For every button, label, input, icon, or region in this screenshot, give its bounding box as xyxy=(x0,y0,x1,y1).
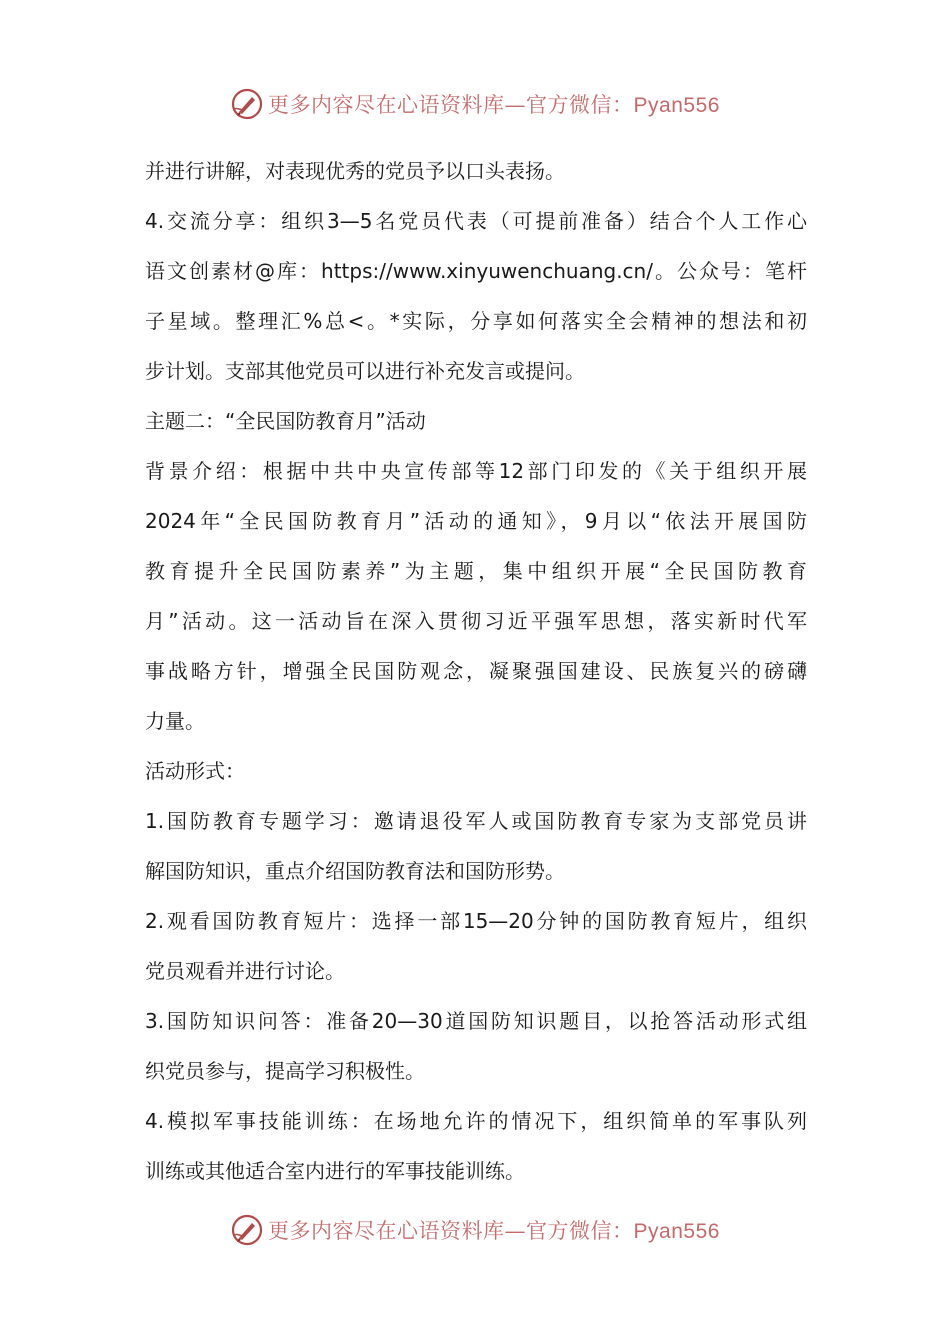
body-line: 教育提升全民国防素养”为主题，集中组织开展“全民国防教育 xyxy=(145,559,807,583)
pen-logo-icon xyxy=(230,87,264,121)
body-line: 步计划。支部其他党员可以进行补充发言或提问。 xyxy=(145,359,585,383)
header-watermark-text: 更多内容尽在心语资料库—官方微信：Pyan556 xyxy=(268,93,720,117)
body-line: 事战略方针，增强全民国防观念，凝聚强国建设、民族复兴的磅礴 xyxy=(145,659,807,683)
body-line: 力量。 xyxy=(145,709,205,733)
body-line: 1.国防教育专题学习：邀请退役军人或国防教育专家为支部党员讲 xyxy=(145,809,807,833)
footer-wechat-id: Pyan556 xyxy=(633,1220,720,1243)
pen-logo-icon xyxy=(230,1213,264,1247)
header-watermark xyxy=(0,82,950,126)
section-heading: 主题二：“全民国防教育月”活动 xyxy=(145,409,426,433)
body-line: 党员观看并进行讨论。 xyxy=(145,959,345,983)
section-label: 活动形式： xyxy=(145,759,245,783)
header-wechat-id: Pyan556 xyxy=(633,94,720,117)
footer-watermark-text: 更多内容尽在心语资料库—官方微信：Pyan556 xyxy=(268,1219,720,1243)
body-line: 语文创素材@库：https://www.xinyuwenchuang.cn/。公众号：笔杆 xyxy=(145,259,807,283)
body-line: 4.模拟军事技能训练：在场地允许的情况下，组织简单的军事队列 xyxy=(145,1109,807,1133)
document-body xyxy=(145,146,807,1196)
body-line: 3.国防知识问答：准备20—30道国防知识题目，以抢答活动形式组 xyxy=(145,1009,807,1033)
body-line: 训练或其他适合室内进行的军事技能训练。 xyxy=(145,1159,525,1183)
body-line: 2024年“全民国防教育月”活动的通知》，9月以“依法开展国防 xyxy=(145,509,807,533)
body-line: 背景介绍：根据中共中央宣传部等12部门印发的《关于组织开展 xyxy=(145,459,807,483)
body-line: 并进行讲解，对表现优秀的党员予以口头表扬。 xyxy=(145,159,565,183)
body-line: 子星域。整理汇%总<。*实际，分享如何落实全会精神的想法和初 xyxy=(145,309,807,333)
body-line: 织党员参与，提高学习积极性。 xyxy=(145,1059,425,1083)
body-line: 4.交流分享：组织3—5名党员代表（可提前准备）结合个人工作心 xyxy=(145,209,807,233)
body-line: 解国防知识，重点介绍国防教育法和国防形势。 xyxy=(145,859,565,883)
body-line: 2.观看国防教育短片：选择一部15—20分钟的国防教育短片，组织 xyxy=(145,909,807,933)
body-line: 月”活动。这一活动旨在深入贯彻习近平强军思想，落实新时代军 xyxy=(145,609,807,633)
footer-watermark xyxy=(0,1208,950,1252)
